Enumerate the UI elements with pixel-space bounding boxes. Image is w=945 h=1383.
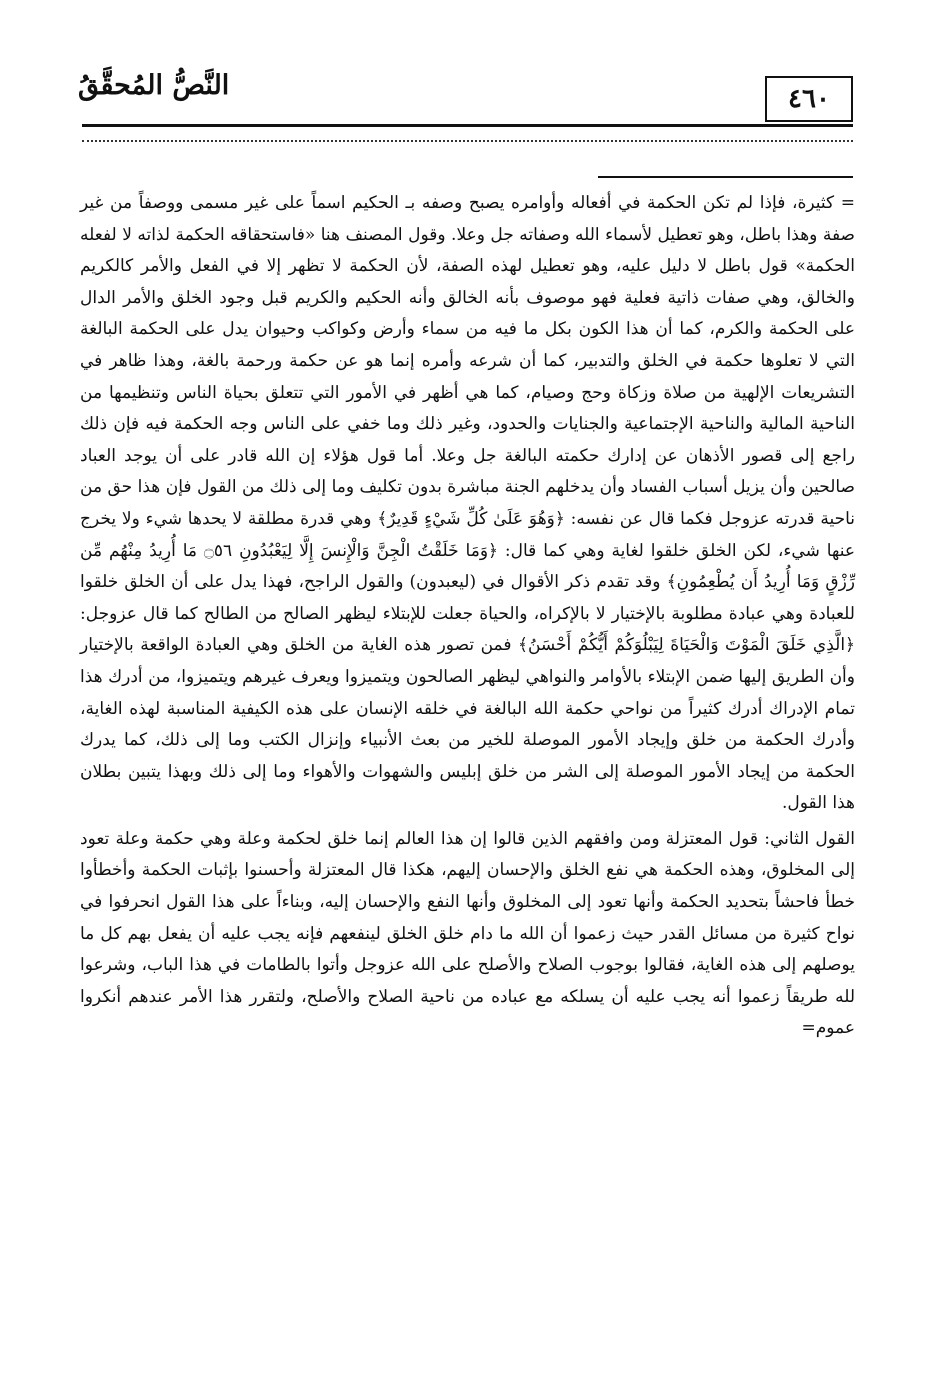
footnote-paragraph-2: القول الثاني: قول المعتزلة ومن وافقهم الذين قالوا إن هذا العالم إنما خلق لحكمة وعلة وهي حكمة وعلة تعود إلى المخلوق، وهذه الحكمة هي نفع الخلق والإحسان إليهم، هكذا قال المعتزلة وأحسنوا بإثبات الحكمة وأخطأوا خطأ فاحشاً بتحديد الحكمة وأنها تعود إلى المخلوق وأنها النفع والإحسان إليه، وبناءاً على هذا القول انحرفوا في نواح كثيرة من مسائل القدر حيث زعموا أن الله ما دام خلق الخلق لينفعهم فإنه يجب عليه أن يفعل بهم كل ما يوصلهم إلى هذه الغاية، فقالوا بوجوب الصلاح والأصلح على الله عزوجل وأتوا بالطامات في هذا الباب، وشرعوا لله طريقاً زعموا أنه يجب عليه أن يسلكه مع عباده من ناحية الصلاح والأصلح، ولتقرر هذا الأمر عندهم أنكروا عموم= (80, 828, 856, 1039)
page-number: ٤٦٠ (765, 76, 853, 122)
footnote-paragraph-1: = كثيرة، فإذا لم تكن الحكمة في أفعاله وأوامره يصبح وصفه بـ الحكيم اسماً على غير مسمى ووصفاً من غير صفة وهذا باطل، وهو تعطيل لأسماء الله وصفاته جل وعلا. وقول المصنف هنا «فاستحقاقه الحكمة لذاته لا لفعله الحكمة» قول باطل لا دليل عليه، وهو تعطيل لهذه الصفة، لأن الحكمة لا تظهر إلا في الفعل والأمر كالكريم والخالق، وهي صفات ذاتية فعلية فهو موصوف بأنه الخالق وأنه الحكيم والكريم قبل وجود الخلق والأمر الدال على الحكمة والكرم، كما أن هذا الكون بكل ما فيه من سماء وأرض وكواكب وحيوان يدل على الحكمة البالغة التي لا تعلوها حكمة في الخلق والتدبير، كما أن شرعه وأمره إنما هو عن حكمة ورحمة بالغة، وهذا ظاهر في التشريعات الإلهية من صلاة وزكاة وحج وصيام، كما هي أظهر في الأمور التي تتعلق بحياة الناس وتنظيمها من الناحية المالية والناحية الإجتماعية والجنايات والحدود، وغير ذلك وما خفي على الناس وجه الحكمة فيه فإن ذلك راجع إلى قصور الأذهان عن إدارك حكمته البالغة جل وعلا. أما قول هؤلاء إن الله قادر على أن يوجد العباد صالحين وأن يزيل أسباب الفساد وأن يدخلهم الجنة مباشرة بدون تكليف وما إلى ذلك من القول فإن هذا حق من ناحية قدرته عزوجل فكما قال عن نفسه: ﴿وَهُوَ عَلَىٰ كُلِّ شَيْءٍ قَدِيرٌ﴾ وهي قدرة مطلقة لا يحدها شيء ولا يخرج عنها شيء، لكن الخلق خلقوا لغاية وهي كما قال: ﴿وَمَا خَلَقْتُ الْجِنَّ وَالْإِنسَ إِلَّا لِيَعْبُدُونِ ۝٥٦ مَا أُرِيدُ مِنْهُم مِّن رِّزْقٍ وَمَا أُرِيدُ أَن يُطْعِمُونِ﴾ وقد تقدم ذكر الأقوال في (ليعبدون) والقول الراجح، فهذا يدل على أن الخلق خلقوا للعبادة وهي عبادة مطلوبة بالإختيار لا بالإكراه، والحياة جعلت للإبتلاء ليظهر الصالح من الطالح كما قال عزوجل: ﴿الَّذِي خَلَقَ الْمَوْتَ وَالْحَيَاةَ لِيَبْلُوَكُمْ أَيُّكُمْ أَحْسَنُ﴾ فمن تصور هذه الغاية من الخلق وهي العبادة الواقعة بالإختيار وأن الطريق إليها ضمن الإبتلاء بالأوامر والنواهي ليظهر الصالحون ويتميزوا ويعرف غيرهم ويتميزوا، من أدرك هذا تمام الإدراك أدرك كثيراً من نواحي حكمة الله البالغة في خلقه الإنسان على هذه الكيفية المناسبة لهذه الغاية، وأدرك الحكمة من خلق وإيجاد الأمور الموصلة للخير من بعث الأنبياء وإنزال الكتب وما إلى ذلك، كما يدرك الحكمة من إيجاد الأمور الموصلة إلى الشر من خلق إبليس والشهوات والأهواء وما إلى ذلك وبهذا يتبين بطلان هذا القول. (80, 193, 856, 814)
header-rule (82, 124, 853, 127)
header-dotted-rule (82, 140, 853, 142)
footnote-body (80, 188, 855, 1045)
running-title: النَّصُّ المُحقَّقُ (78, 70, 230, 101)
footnote-separator (598, 176, 853, 178)
